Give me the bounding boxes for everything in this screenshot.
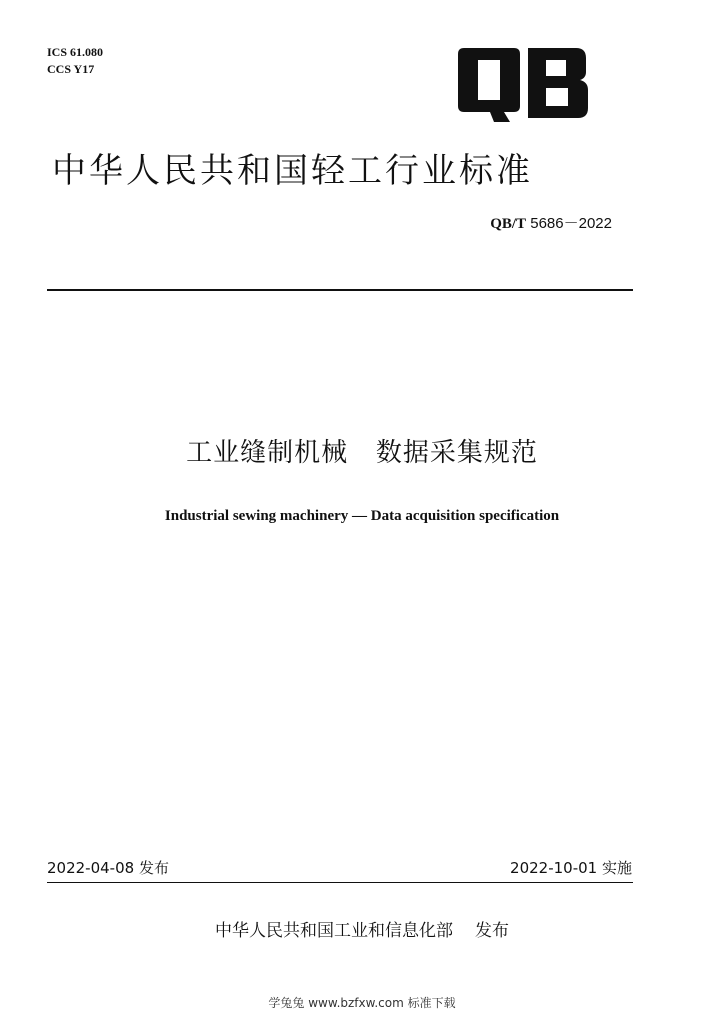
footer-divider (47, 882, 633, 883)
download-watermark: 学兔兔 www.bzfxw.com 标准下载 (268, 996, 456, 1010)
standard-number (490, 212, 612, 233)
organization-title: 中华人民共和国轻工行业标准 (52, 151, 533, 191)
issuer-name: 中华人民共和国工业和信息化部 (215, 921, 453, 941)
logo-letter-q (458, 48, 520, 122)
classification-codes (47, 44, 103, 78)
standard-code: 5686－2022 (530, 215, 612, 232)
ccs-code: CCS Y17 (47, 62, 95, 76)
issuer-action: 发布 (475, 921, 509, 941)
publish-date: 2022-04-08 发布 (47, 859, 169, 877)
title-english: Industrial sewing machinery — Data acquisition specification (164, 508, 560, 524)
header-divider (47, 289, 633, 291)
title-chinese: 工业缝制机械 数据采集规范 (186, 438, 538, 468)
standard-prefix: QB/T (490, 216, 527, 232)
qb-logo (458, 48, 590, 122)
ics-code: ICS 61.080 (47, 45, 104, 59)
effective-date: 2022-10-01 实施 (510, 859, 632, 877)
issuer-line (0, 916, 724, 941)
logo-letter-b (528, 48, 588, 118)
